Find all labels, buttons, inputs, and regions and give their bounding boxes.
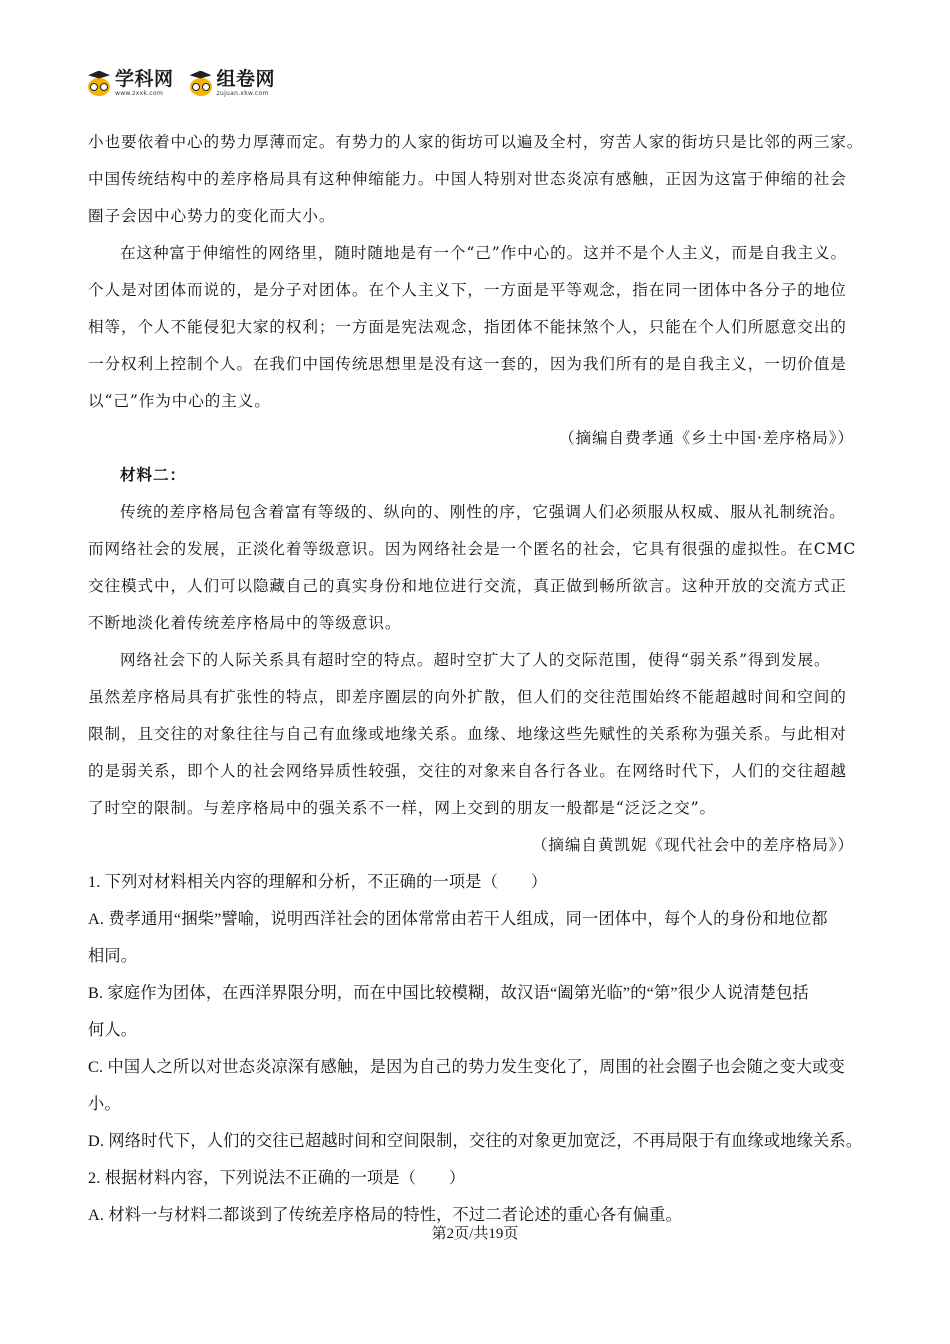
text-line: 的是弱关系，即个人的社会网络异质性较强，交往的对象来自各行各业。在网络时代下，人们的交往超越	[88, 762, 847, 780]
logo-url: zujuan.xkw.com	[216, 90, 269, 97]
mascot-icon	[188, 71, 214, 97]
source-citation: （摘编自费孝通《乡土中国·差序格局》）	[559, 429, 854, 447]
logo-url: www.zxxk.com	[115, 90, 164, 97]
question-option: A. 材料一与材料二都谈到了传统差序格局的特性，不过二者论述的重心各有偏重。	[88, 1206, 682, 1224]
zxxk-logo	[86, 70, 174, 97]
logo-name: 组卷网	[216, 68, 276, 90]
text-line: 不断地淡化着传统差序格局中的等级意识。	[88, 614, 402, 632]
text-line: 相等，个人不能侵犯大家的权利；一方面是宪法观念，指团体不能抹煞个人，只能在个人们所愿意交出的	[88, 318, 847, 336]
question-option: 小。	[88, 1095, 121, 1113]
question-option: B. 家庭作为团体，在西洋界限分明，而在中国比较模糊，故汉语“阖第光临”的“第”很少人说清楚包括	[88, 984, 809, 1002]
text-line: 了时空的限制。与差序格局中的强关系不一样，网上交到的朋友一般都是“泛泛之交”。	[88, 799, 717, 817]
text-line: 中国传统结构中的差序格局具有这种伸缩能力。中国人特别对世态炎凉有感触，正因为这富于伸缩的社会	[88, 170, 847, 188]
header-logos	[86, 70, 275, 97]
article-body	[88, 124, 864, 1234]
text-line: 个人是对团体而说的，是分子对团体。在个人主义下，一方面是平等观念，指在同一团体中各分子的地位	[88, 281, 847, 299]
text-line: 在这种富于伸缩性的网络里，随时随地是有一个“己”作中心的。这并不是个人主义，而是自我主义。	[120, 244, 847, 262]
zujuan-logo	[188, 70, 276, 97]
logo-name: 学科网	[115, 68, 174, 90]
text-line: 一分权利上控制个人。在我们中国传统思想里是没有这一套的，因为我们所有的是自我主义，一切价值是	[88, 355, 847, 373]
text-line: 交往模式中，人们可以隐藏自己的真实身份和地位进行交流，真正做到畅所欲言。这种开放的交流方式正	[88, 577, 847, 595]
question-option: C. 中国人之所以对世态炎凉深有感触，是因为自己的势力发生变化了，周围的社会圈子也会随之变大或变	[88, 1058, 845, 1076]
text-line: 圈子会因中心势力的变化而大小。	[88, 207, 336, 225]
question-option: 何人。	[88, 1021, 138, 1039]
question-option: A. 费孝通用“捆柴”譬喻，说明西洋社会的团体常常由若干人组成，同一团体中，每个人的身份和地位都	[88, 910, 828, 928]
text-line: 网络社会下的人际关系具有超时空的特点。超时空扩大了人的交际范围，使得“弱关系”得到发展。	[120, 651, 831, 669]
text-line: 而网络社会的发展，正淡化着等级意识。因为网络社会是一个匿名的社会，它具有很强的虚拟性。在CMC	[88, 540, 857, 558]
page-number: 第2页/共19页	[431, 1226, 519, 1242]
text-line: 以“己”作为中心的主义。	[88, 392, 271, 410]
text-line: 虽然差序格局具有扩张性的特点，即差序圈层的向外扩散，但人们的交往范围始终不能超越时间和空间的	[88, 688, 847, 706]
section-heading: 材料二：	[120, 466, 186, 484]
text-line: 限制，且交往的对象往往与自己有血缘或地缘关系。血缘、地缘这些先赋性的关系称为强关系。与此相对	[88, 725, 847, 743]
question-stem: 2. 根据材料内容，下列说法不正确的一项是（ ）	[88, 1169, 466, 1187]
mascot-icon	[86, 71, 112, 97]
text-line: 传统的差序格局包含着富有等级的、纵向的、刚性的序，它强调人们必须服从权威、服从礼制统治。	[120, 503, 846, 521]
source-citation: （摘编自黄凯妮《现代社会中的差序格局》）	[531, 836, 854, 854]
text-line: 小也要依着中心的势力厚薄而定。有势力的人家的街坊可以遍及全村，穷苦人家的街坊只是比邻的两三家。	[88, 133, 864, 151]
question-option: 相同。	[88, 947, 138, 965]
question-stem: 1. 下列对材料相关内容的理解和分析，不正确的一项是（ ）	[88, 873, 548, 891]
question-option: D. 网络时代下，人们的交往已超越时间和空间限制，交往的对象更加宽泛，不再局限于有血缘或地缘关系。	[88, 1132, 863, 1150]
